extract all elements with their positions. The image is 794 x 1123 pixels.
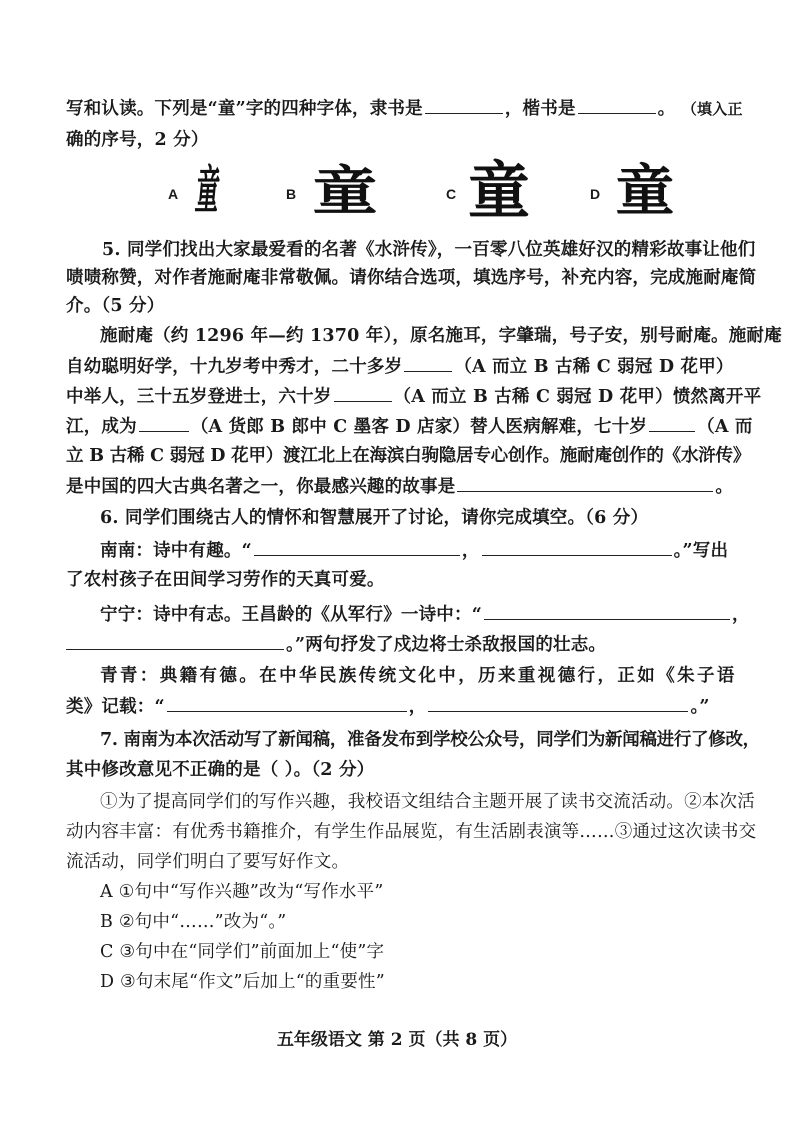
q7-option-c: C ③句中在“同学们”前面加上“使”字 xyxy=(100,942,385,962)
q4-line-2: 确的序号，2 分） xyxy=(66,130,209,150)
q5-para-6 xyxy=(66,474,733,499)
font-options-row xyxy=(0,154,794,232)
q6-nannan-text: 南南：诗中有趣。“ xyxy=(100,541,252,561)
q6-line-1: 6. 同学们围绕古人的情怀和智慧展开了讨论，请你完成填空。（6 分） xyxy=(100,508,649,528)
q7-news-3: 流活动，同学们明白了要写好作文。 xyxy=(66,852,350,872)
option-b-glyph: 童 xyxy=(312,159,378,222)
q7-option-a: A ①句中“写作兴趣”改为“写作水平” xyxy=(100,882,384,902)
q4-text-c: 。 xyxy=(657,99,676,119)
q5-para-6-text: 是中国的四大古典名著之一，你最感兴趣的故事是 xyxy=(66,477,456,497)
q6-ningning-text: 宁宁：诗中有志。王昌龄的《从军行》一诗中：“ xyxy=(100,605,482,625)
q5-para-3-options: （A 而立 B 古稀 C 弱冠 D 花甲）愤然离开平 xyxy=(393,387,762,407)
q5-blank-3[interactable] xyxy=(139,414,189,432)
q5-para-6-end: 。 xyxy=(715,477,734,497)
q7-news-1: ①为了提高同学们的写作兴趣，我校语文组结合主题开展了读书交流活动。②本次活 xyxy=(100,792,755,812)
q4-hint: （填入正 xyxy=(689,100,743,118)
q6-ningning-comma: ， xyxy=(731,605,750,625)
q6-qingqing-comma: ， xyxy=(408,697,427,717)
q7-line-1: 7. 南南为本次活动写了新闻稿，准备发布到学校公众号，同学们为新闻稿进行了修改， xyxy=(100,730,760,750)
q6-qingqing: 青青：典籍有德。在中华民族传统文化中，历来重视德行，正如《朱子语 xyxy=(100,666,737,686)
q5-para-3-text: 中举人，三十五岁登进士，六十岁 xyxy=(66,387,332,407)
q6-blank-1[interactable] xyxy=(254,538,460,556)
q5-para-4 xyxy=(66,414,753,439)
q6-blank-6[interactable] xyxy=(428,694,688,712)
q7-news-2: 动内容丰富：有优秀书籍推介，有学生作品展览，有生活剧表演等……③通过这次读书交 xyxy=(66,822,757,842)
q5-para-4-text: 江，成为 xyxy=(66,417,137,437)
q4-text-a: 写和认读。下列是“童”字的四种字体，隶书是 xyxy=(66,99,423,119)
q7-option-b: B ②句中“……”改为“。” xyxy=(100,912,287,932)
q5-line-2: 啧啧称赞，对作者施耐庵非常敬佩。请你结合选项，填选序号，补充内容，完成施耐庵简 xyxy=(66,268,757,288)
option-a-letter: A xyxy=(168,186,179,202)
q6-ningning-end: 。”两句抒发了戍边将士杀敌报国的壮志。 xyxy=(286,635,607,655)
q6-qingqing-text: 类》记载：“ xyxy=(66,697,165,717)
q7-option-d: D ③句末尾“作文”后加上“的重要性” xyxy=(100,972,385,992)
option-a-glyph: 童 xyxy=(193,160,223,221)
q5-para-1: 施耐庵（约 1296 年—约 1370 年），原名施耳，字肇瑞，号子安，别号耐庵。施耐庵 xyxy=(100,326,782,346)
q5-blank-story[interactable] xyxy=(457,474,713,492)
q5-line-1: 5. 同学们找出大家最爱看的名著《水浒传》，一百零八位英雄好汉的精彩故事让他们 xyxy=(102,240,756,260)
option-c-glyph: 童 xyxy=(468,154,531,227)
q4-text-b: ，楷书是 xyxy=(504,99,576,119)
page-footer: 五年级语文 第 2 页（共 8 页） xyxy=(276,1030,518,1050)
option-c-letter: C xyxy=(446,186,457,202)
option-d-glyph: 童 xyxy=(615,157,675,224)
q6-nannan xyxy=(100,538,728,563)
q6-blank-5[interactable] xyxy=(167,694,407,712)
q5-blank-4[interactable] xyxy=(649,414,695,432)
q5-para-5: 立 B 古稀 C 弱冠 D 花甲）渡江北上在海滨白驹隐居专心创作。施耐庵创作的《水浒传》 xyxy=(66,446,751,466)
q5-blank-2[interactable] xyxy=(334,384,392,402)
q5-para-4-options: （A 货郎 B 郎中 C 墨客 D 店家）替人医病解难，七十岁 xyxy=(190,417,648,437)
q6-nannan-2: 了农村孩子在田间学习劳作的天真可爱。 xyxy=(66,570,385,590)
q5-line-3: 介。（5 分） xyxy=(66,296,165,316)
q7-line-2: 其中修改意见不正确的是（ ）。（2 分） xyxy=(66,760,375,780)
q6-blank-4[interactable] xyxy=(66,632,284,650)
q6-nannan-end: 。”写出 xyxy=(673,541,729,561)
q6-nannan-comma: ， xyxy=(461,541,480,561)
q5-para-3 xyxy=(66,384,761,409)
q6-blank-3[interactable] xyxy=(484,602,730,620)
q5-para-2 xyxy=(66,354,734,379)
option-d-letter: D xyxy=(590,186,601,202)
q6-qingqing-2 xyxy=(66,694,710,719)
q6-qingqing-end: 。” xyxy=(690,697,710,717)
q5-para-2-options: （A 而立 B 古稀 C 弱冠 D 花甲） xyxy=(454,357,734,377)
q4-blank-kaishu[interactable] xyxy=(578,96,656,114)
q5-para-4-tail: （A 而 xyxy=(697,417,753,437)
q4-line-1 xyxy=(66,96,743,121)
q6-ningning xyxy=(100,602,750,627)
q4-blank-lishu[interactable] xyxy=(425,96,503,114)
q5-blank-1[interactable] xyxy=(404,354,452,372)
option-b-letter: B xyxy=(286,186,297,202)
q6-ningning-2 xyxy=(66,632,606,657)
q5-para-2-text: 自幼聪明好学，十九岁考中秀才，二十多岁 xyxy=(66,357,403,377)
q6-blank-2[interactable] xyxy=(482,538,672,556)
